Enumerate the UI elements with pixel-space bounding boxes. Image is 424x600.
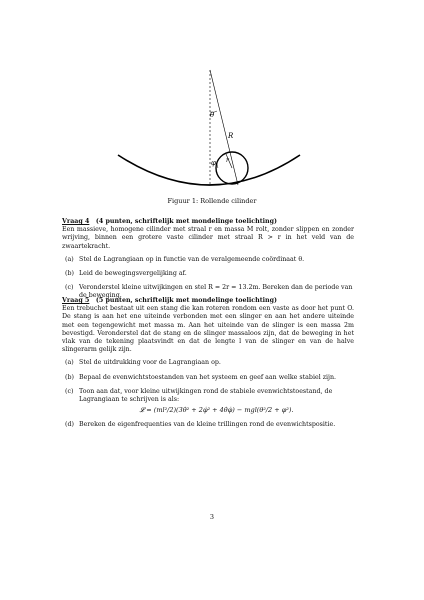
item-text-body: Toon aan dat, voor kleine uitwijkingen rond de stabiele evenwichtstoestand, de Lagrangiaan te schrijven is als: <box>79 387 333 404</box>
item-text: Stel de Lagrangiaan op in functie van de veralgemeende coördinaat θ. <box>79 255 305 263</box>
item-label: (d) <box>65 421 74 429</box>
figure-caption: Figuur 1: Rollende cilinder <box>167 197 257 205</box>
question-4-header <box>62 218 354 226</box>
rolling-cylinder-figure <box>0 0 424 205</box>
item-text: Veronderstel kleine uitwijkingen en stel R = 2r = 13.2m. Bereken dan de periode van de beweging. <box>79 284 353 300</box>
question-5-intro: Een trebuchet bestaat uit een stang die kan roteren rondom een vaste as door het punt O. De stang is aan het ene uiteinde verbonden met een slinger en aan het andere uiteinde met een tegengewicht met massa m. Aan het uiteinde van de slinger is een massa 2m bevestigd. Veronderstel dat de stang en de slinger massaloos zijn, dat de beweging in het vlak van de tekening plaatsvindt en dat de lengte l van de slinger en van de halve slingerarm gelijk zijn. <box>62 305 354 354</box>
question-5-header <box>62 297 354 305</box>
question-5-item-b <box>62 374 354 382</box>
question-5-item-d <box>62 421 354 429</box>
question-5-item-c <box>62 388 354 416</box>
item-label: (b) <box>65 270 74 278</box>
outer-cylinder-arc <box>118 155 300 185</box>
question-4 <box>62 218 354 307</box>
item-text: Stel de uitdrukking voor de Lagrangiaan op. <box>79 359 221 367</box>
item-label: (c) <box>65 284 74 292</box>
item-text: Bereken de eigenfrequenties van de kleine trillingen rond de evenwichtspositie. <box>79 421 336 429</box>
item-label: (a) <box>65 255 74 263</box>
item-label: (b) <box>65 373 74 381</box>
question-5-item-a <box>62 359 354 367</box>
R-label: R <box>228 132 234 140</box>
phi-label: φ <box>211 159 216 167</box>
question-5-points: (5 punten, schriftelijk met mondelinge toelichting) <box>95 297 277 304</box>
rolling-cylinder-diagram <box>0 0 424 200</box>
theta-label: θ <box>210 111 215 119</box>
page-number: 3 <box>209 513 215 521</box>
question-5-number: Vraag 5 <box>62 297 90 304</box>
r-label: r <box>226 157 229 164</box>
question-4-item-b <box>62 270 354 278</box>
question-5 <box>62 297 354 436</box>
lagrangian-equation: 𝓛 = (ml²/2)(3θ̇² + 2φ̇² + 4θ̇φ̇) − mgl(θ²/2 + φ²). <box>139 406 294 415</box>
item-label: (c) <box>65 387 74 395</box>
question-4-item-a <box>62 256 354 264</box>
radius-R-line <box>210 70 238 185</box>
question-4-points: (4 punten, schriftelijk met mondelinge toelichting) <box>95 218 277 225</box>
item-text: Bepaal de evenwichtstoestanden van het systeem en geef aan welke stabiel zijn. <box>79 373 337 381</box>
question-4-intro: Een massieve, homogene cilinder met straal r en massa M rolt, zonder slippen en zonder wrijving, binnen een grotere vaste cilinder met straal R > r in het veld van de zwaartekracht. <box>62 226 354 250</box>
question-4-number: Vraag 4 <box>62 218 90 225</box>
item-text: Leid de bewegingsvergelijking af. <box>79 270 187 278</box>
item-text <box>79 388 354 416</box>
item-label: (a) <box>65 359 74 367</box>
